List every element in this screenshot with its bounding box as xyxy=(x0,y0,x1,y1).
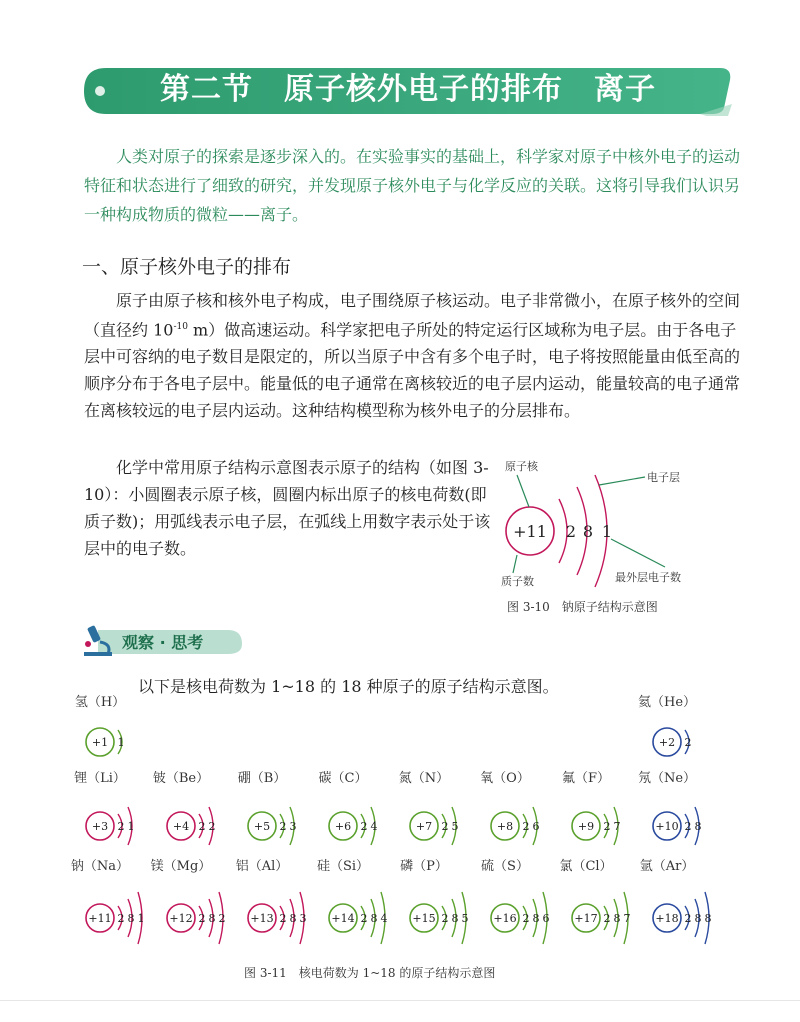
atom-name: 钠（Na） xyxy=(70,859,130,874)
atom-name: 碳（C） xyxy=(318,771,368,786)
atom-diagram xyxy=(74,770,134,845)
atom-nucleus xyxy=(167,904,195,932)
electron-shell-arc xyxy=(361,906,365,930)
electron-shell-arc xyxy=(280,906,284,930)
figure-caption-3-10: 图 3-10 钠原子结构示意图 xyxy=(507,600,658,614)
shell-electron-count: 2 xyxy=(279,912,287,925)
atom-name: 氯（Cl） xyxy=(559,859,613,874)
electron-shell-arc xyxy=(118,814,122,838)
shell-electron-count: 2 xyxy=(208,820,216,833)
shell-electron-count: 8 xyxy=(694,912,702,925)
atom-nucleus xyxy=(572,904,600,932)
electron-shell-arc xyxy=(685,906,689,930)
atom-diagram xyxy=(151,858,226,944)
atom-diagram xyxy=(559,859,630,944)
shell-electron-count: 1 xyxy=(137,912,145,925)
shell-electron-count: 1 xyxy=(117,736,125,749)
shell-electron-count: 2 xyxy=(218,912,226,925)
atom-nucleus xyxy=(491,812,519,840)
atom-charge: +9 xyxy=(577,820,595,833)
atom-name: 铍（Be） xyxy=(152,771,210,786)
shell-electron-count: 8 xyxy=(704,912,712,925)
atom-nucleus xyxy=(86,812,114,840)
shell-electron-count: 2 xyxy=(198,912,206,925)
electron-shell-arc xyxy=(361,814,365,838)
electron-shell-arc xyxy=(533,807,537,845)
atom-charge: +6 xyxy=(334,820,352,833)
shell-electron-count: 2 xyxy=(522,820,530,833)
atom-name: 铝（Al） xyxy=(235,859,289,874)
atom-charge: +17 xyxy=(574,912,598,925)
leader-nucleus xyxy=(517,475,529,507)
electron-shell-arc xyxy=(523,814,527,838)
electron-shell-arc xyxy=(381,892,385,944)
atom-charge: +18 xyxy=(655,912,679,925)
electron-shell-arc xyxy=(128,807,132,845)
electron-shell-arc xyxy=(138,892,142,944)
atom-charge: +16 xyxy=(493,912,517,925)
electron-shell-arc xyxy=(290,899,294,937)
electron-shell-arc xyxy=(452,899,456,937)
electron-shell-arc xyxy=(533,899,537,937)
electron-shell-arc xyxy=(118,730,122,754)
atom-nucleus xyxy=(410,812,438,840)
shell-electron-count: 8 xyxy=(694,820,702,833)
shell-electron-count: 8 xyxy=(289,912,297,925)
shell-electron-count: 2 xyxy=(117,820,125,833)
electron-shell-arc xyxy=(614,899,618,937)
atom-nucleus xyxy=(86,904,114,932)
atom-diagram xyxy=(238,771,297,845)
atom-nucleus xyxy=(248,904,276,932)
observe-think-header xyxy=(78,624,278,658)
shell-electron-count: 2 xyxy=(279,820,287,833)
section-title: 第二节 原子核外电子的排布 离子 xyxy=(160,72,656,107)
atom-name: 氦（He） xyxy=(637,695,697,710)
shell-electron-count: 2 xyxy=(603,912,611,925)
atom-diagram xyxy=(236,859,307,944)
shell-electron-count: 2 xyxy=(360,912,368,925)
shell-electron-count: 3 xyxy=(299,912,307,925)
electron-shell-arc xyxy=(462,892,466,944)
electron-shell-arc xyxy=(280,814,284,838)
atom-name: 氟（F） xyxy=(561,771,611,786)
atom-diagram xyxy=(71,858,145,944)
atom-nucleus xyxy=(86,728,114,756)
atom-charge: +10 xyxy=(655,820,679,833)
electron-shell-arc xyxy=(219,892,223,944)
atom-charge: +3 xyxy=(91,820,109,833)
atom-name: 氩（Ar） xyxy=(639,859,695,874)
shell-electron-count: 8 xyxy=(532,912,540,925)
shell-electron-count: 5 xyxy=(461,912,469,925)
shell-electron-count: 7 xyxy=(623,912,631,925)
atoms-intro: 以下是核电荷数为 1~18 的 18 种原子的原子结构示意图。 xyxy=(138,677,559,696)
atom-charge: +15 xyxy=(412,912,436,925)
electron-shell-arc xyxy=(624,892,628,944)
shell-electron-count: 8 xyxy=(613,912,621,925)
atom-name: 镁（Mg） xyxy=(150,859,212,874)
atom-charge: +1 xyxy=(91,736,109,749)
atom-name: 锂（Li） xyxy=(74,771,126,786)
para1-text-b: m）做高速运动。科学家把电子所处的特定运行区域称为电子层。由于各电子层中可容纳的电子数目是限定的，所以当原子中含有多个电子时，电子将按照能量由低至高的顺序分布于各电子层中。能量低的电子通常在离核较近的电子层内运动，能量较高的电子通常在离核较远的电子层内运动。这种结构模型称为核外电子的分层排布。 xyxy=(84,320,741,421)
label-shell: 电子层 xyxy=(647,471,680,484)
shell-electron-count: 5 xyxy=(451,820,459,833)
shell-electron-count: 6 xyxy=(532,820,540,833)
electron-shell-arc xyxy=(371,807,375,845)
shell-electron-count: 1 xyxy=(127,820,135,833)
atom-nucleus xyxy=(329,904,357,932)
atom-name: 硫（S） xyxy=(481,859,529,874)
atom-diagram xyxy=(638,771,702,845)
atom-nucleus xyxy=(410,904,438,932)
atom-nucleus xyxy=(167,812,195,840)
shell-electron-count: 2 xyxy=(441,912,449,925)
shell-electron-count: 6 xyxy=(542,912,550,925)
atom-diagram xyxy=(399,771,459,845)
shell-electron-count: 2 xyxy=(198,820,206,833)
atom-nucleus xyxy=(572,812,600,840)
electron-shell-arc xyxy=(118,906,122,930)
atom-nucleus xyxy=(248,812,276,840)
atom-name: 硼（B） xyxy=(237,771,287,786)
atom-name: 硅（Si） xyxy=(316,859,370,874)
electron-shell-arc xyxy=(199,814,203,838)
atom-name: 氖（Ne） xyxy=(637,771,697,786)
leader-shell xyxy=(599,477,645,485)
atom-name: 氧（O） xyxy=(480,771,530,786)
shell-electron-count: 8 xyxy=(370,912,378,925)
atom-charge: +12 xyxy=(169,912,193,925)
electron-shell-arc xyxy=(209,899,213,937)
atom-charge: +14 xyxy=(331,912,355,925)
body-paragraph-1 xyxy=(84,287,744,424)
electron-shell-arc xyxy=(371,899,375,937)
atom-diagram xyxy=(480,771,539,845)
atom-diagram xyxy=(481,859,549,944)
label-charge: 质子数 xyxy=(501,575,534,588)
electron-shell-arc xyxy=(199,906,203,930)
intro-paragraph: 人类对原子的探索是逐步深入的。在实验事实的基础上，科学家对原子中核外电子的运动特征和状态进行了细致的研究，并发现原子核外电子与化学反应的关联。这将引导我们认识另一种构成物质的微粒——离子。 xyxy=(84,147,741,224)
nucleus-charge: +11 xyxy=(513,522,547,541)
leader-charge xyxy=(513,555,517,573)
shell-electron-count: 2 xyxy=(360,820,368,833)
electron-shell-arc xyxy=(705,892,709,944)
electron-shell-arc xyxy=(128,899,132,937)
electron-shell-arc xyxy=(442,906,446,930)
electron-shell-arc xyxy=(290,807,294,845)
atom-charge: +11 xyxy=(88,912,112,925)
electron-shell-arc xyxy=(685,814,689,838)
shell-electron-count: 2 xyxy=(117,912,125,925)
electron-shell-arc xyxy=(695,807,699,845)
electron-shell-arc xyxy=(523,906,527,930)
atom-charge: +8 xyxy=(496,820,514,833)
atom-nucleus xyxy=(329,812,357,840)
shell-count-3: 1 xyxy=(601,522,613,541)
atom-name: 磷（P） xyxy=(400,859,448,874)
atom-charge: +7 xyxy=(415,820,433,833)
shell-electron-count: 8 xyxy=(127,912,135,925)
electron-shell-arc xyxy=(452,807,456,845)
atom-diagram xyxy=(75,695,125,756)
atom-diagram xyxy=(319,770,378,845)
electron-shell-arc xyxy=(543,892,547,944)
atom-charge: +2 xyxy=(658,736,676,749)
atom-diagram xyxy=(640,859,712,944)
electron-shell-arc xyxy=(604,814,608,838)
atom-diagram xyxy=(400,858,468,944)
shell-electron-count: 8 xyxy=(208,912,216,925)
shell-electron-count: 4 xyxy=(370,820,378,833)
electron-shell-arc xyxy=(604,906,608,930)
electron-shell-arc xyxy=(300,892,304,944)
atom-name: 氮（N） xyxy=(398,771,450,786)
sodium-structure-diagram xyxy=(495,455,735,625)
atom-nucleus xyxy=(491,904,519,932)
page-divider xyxy=(0,1000,800,1001)
atom-name: 氢（H） xyxy=(74,695,126,710)
shell-electron-count: 2 xyxy=(684,820,692,833)
para1-superscript: -10 xyxy=(173,322,188,332)
atom-nucleus xyxy=(653,904,681,932)
shell-electron-count: 2 xyxy=(522,912,530,925)
shell-electron-count: 2 xyxy=(684,736,692,749)
atom-charge: +5 xyxy=(253,820,271,833)
shell-electron-count: 2 xyxy=(603,820,611,833)
shell-electron-count: 3 xyxy=(289,820,297,833)
label-nucleus: 原子核 xyxy=(505,460,538,473)
electron-shell-arc xyxy=(442,814,446,838)
observe-think-label: 观察 · 思考 xyxy=(122,633,204,652)
subsection-heading: 一、原子核外电子的排布 xyxy=(82,256,292,278)
shell-count-2: 8 xyxy=(582,522,594,541)
electron-shell-arc xyxy=(614,807,618,845)
label-outer-electrons: 最外层电子数 xyxy=(615,571,681,584)
electron-shell-arc xyxy=(695,899,699,937)
shell-electron-count: 4 xyxy=(380,912,388,925)
atom-diagram xyxy=(638,695,696,756)
figure-caption-3-11: 图 3-11 核电荷数为 1~18 的原子结构示意图 xyxy=(244,966,496,980)
atom-charge: +13 xyxy=(250,912,274,925)
para1-text-a: 原子由原子核和核外电子构成，电子围绕原子核运动。电子非常微小，在原子核外的空间（直径约 10 xyxy=(84,291,741,340)
atom-nucleus xyxy=(653,728,681,756)
shell-count-1: 2 xyxy=(565,522,577,541)
atom-diagram xyxy=(562,771,621,845)
atom-charge: +4 xyxy=(172,820,190,833)
shell-electron-count: 8 xyxy=(451,912,459,925)
atom-diagram xyxy=(153,770,216,845)
electron-shell-arc xyxy=(685,730,689,754)
leader-outer xyxy=(611,539,665,567)
section-title-banner xyxy=(80,64,736,116)
body-paragraph-2: 化学中常用原子结构示意图表示原子的结构（如图 3-10）：小圆圈表示原子核，圆圈内标出原子的核电荷数(即质子数)；用弧线表示电子层，在弧线上用数字表示处于该层中的电子数。 xyxy=(84,458,491,558)
shell-electron-count: 7 xyxy=(613,820,621,833)
shell-electron-count: 2 xyxy=(684,912,692,925)
shell-electron-count: 2 xyxy=(441,820,449,833)
electron-shell-arc xyxy=(209,807,213,845)
atom-diagram xyxy=(317,859,388,944)
atom-nucleus xyxy=(653,812,681,840)
